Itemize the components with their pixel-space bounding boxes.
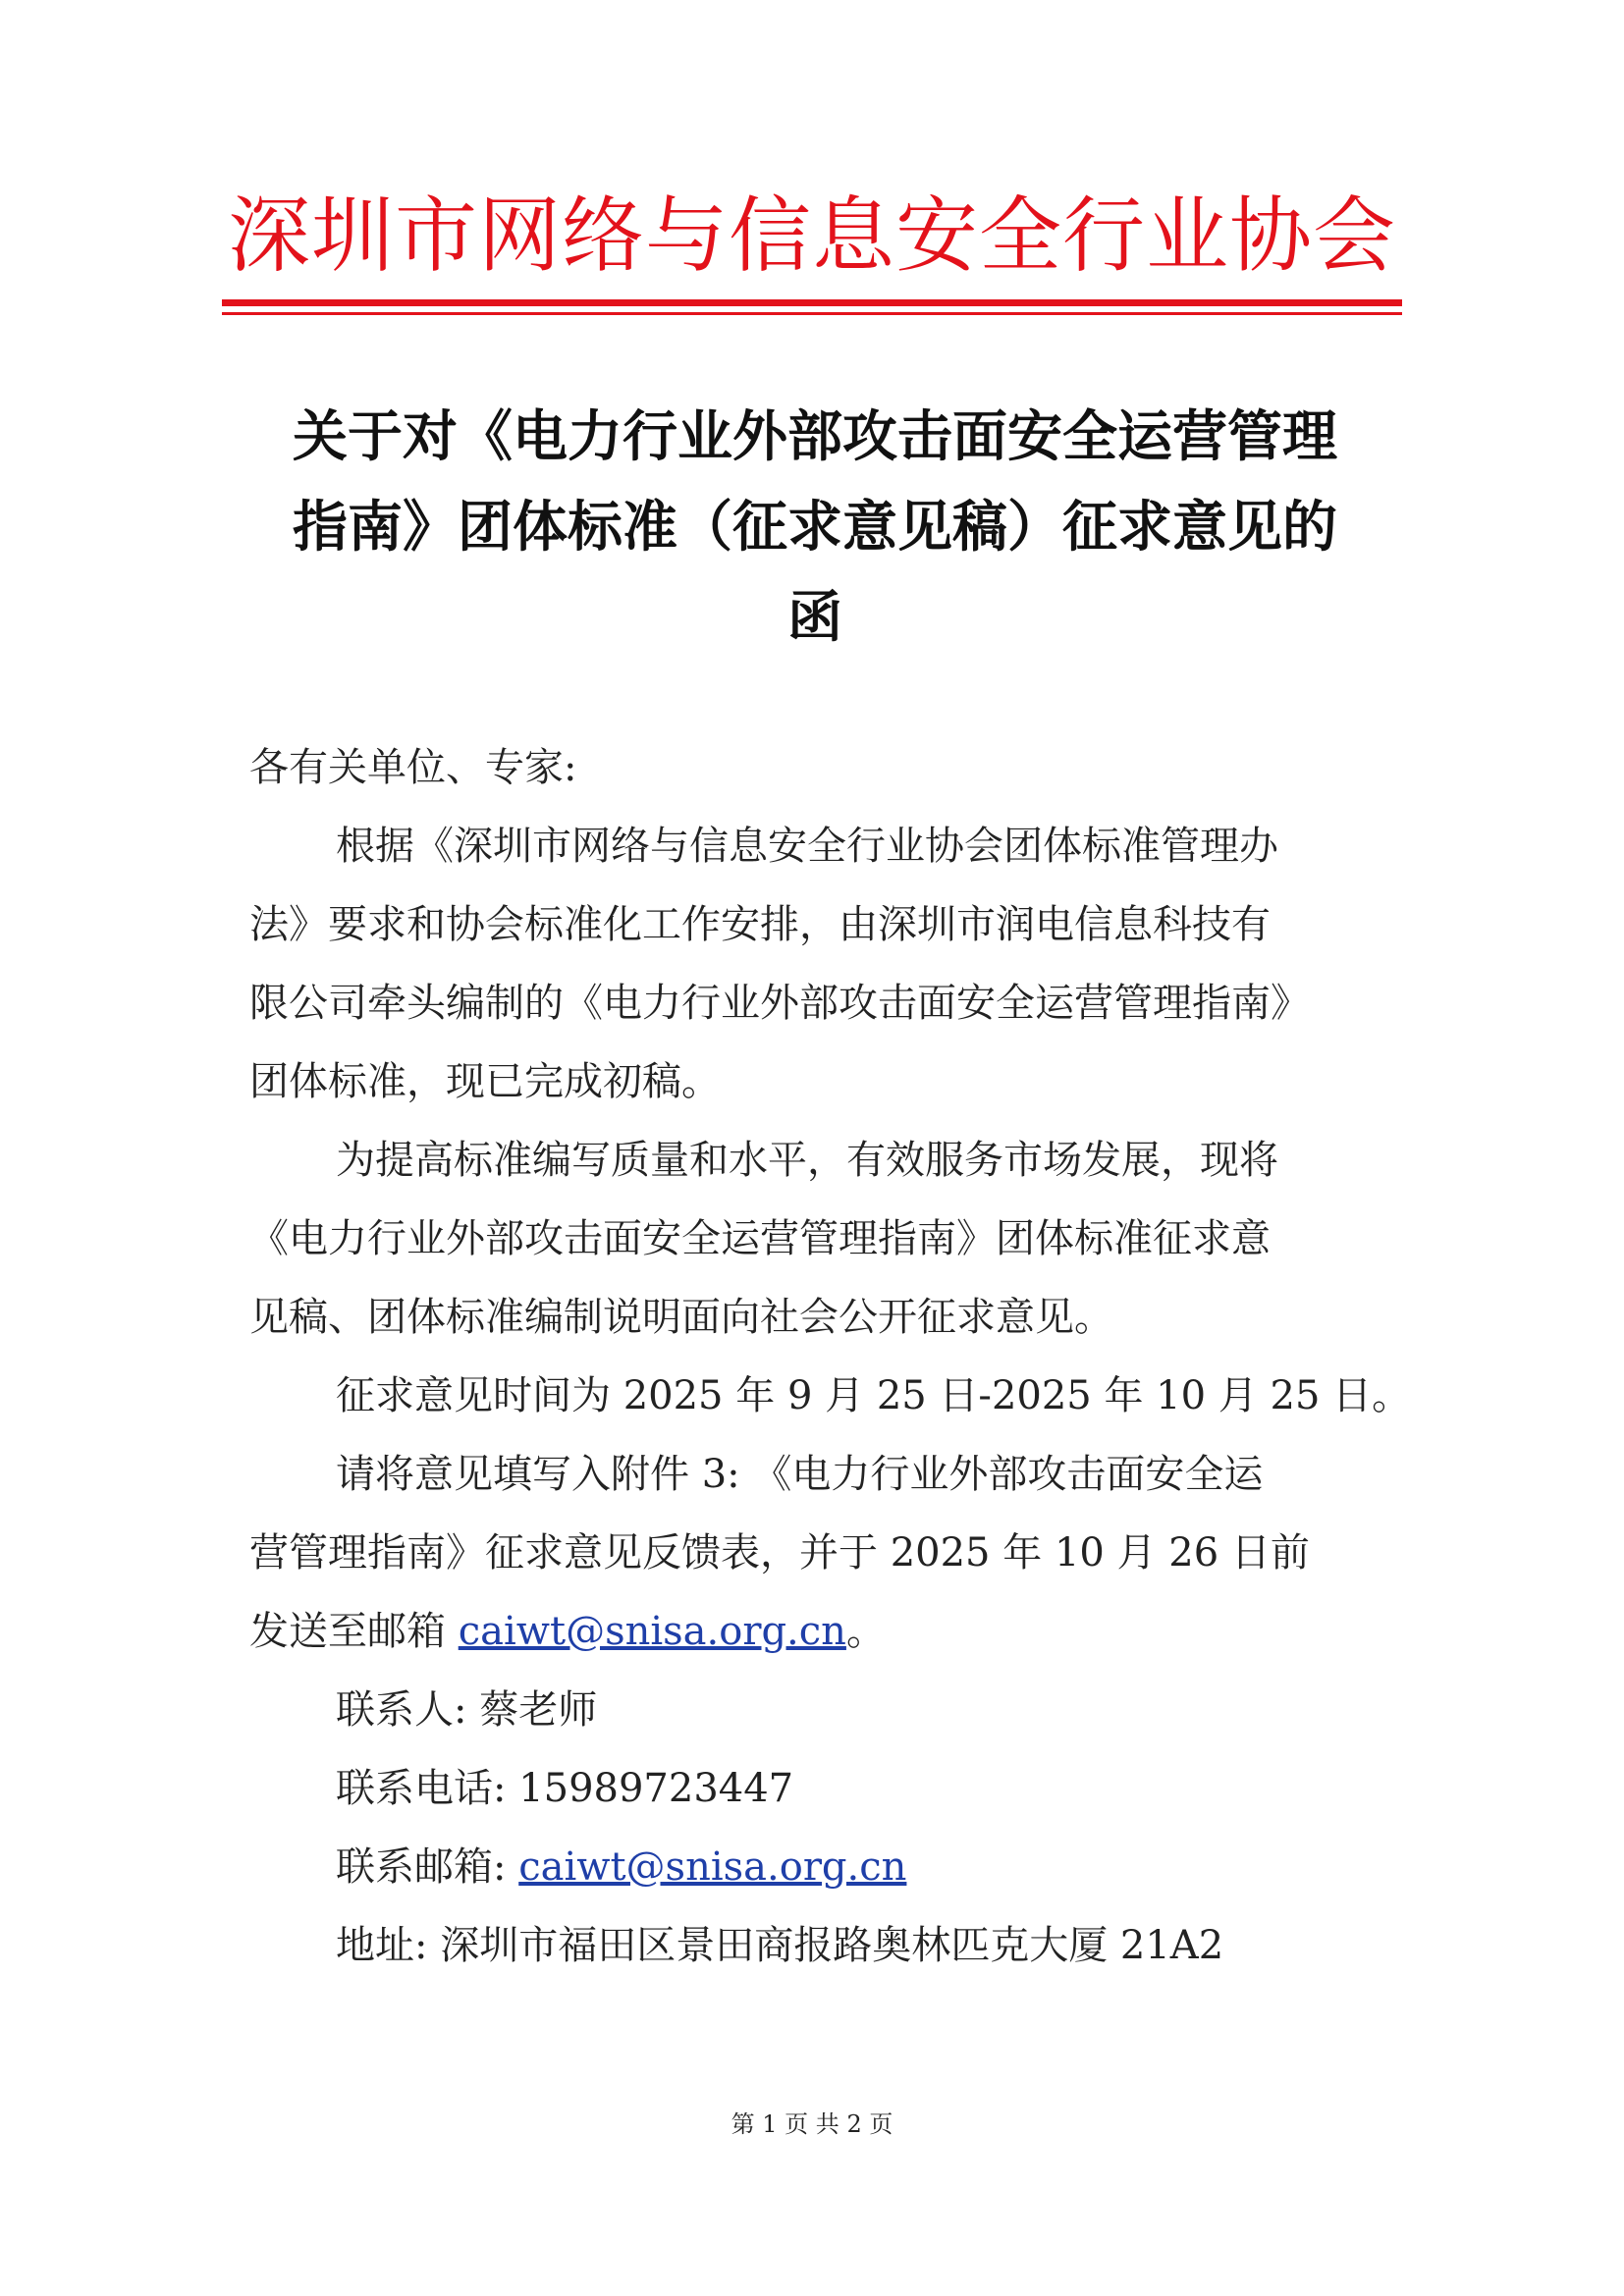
header-rule-thin: [222, 312, 1402, 315]
header-rule-thick: [222, 299, 1402, 306]
title-line-2: 指南》团体标准（征求意见稿）征求意见的: [293, 496, 1337, 560]
contact-email-label: 联系邮箱:: [336, 1844, 519, 1890]
title-line-1: 关于对《电力行业外部攻击面安全运营管理: [293, 405, 1337, 469]
paragraph-1-line-3: 限公司牵头编制的《电力行业外部攻击面安全运营管理指南》: [249, 981, 1310, 1026]
paragraph-1-line-1: 根据《深圳市网络与信息安全行业协会团体标准管理办: [336, 824, 1278, 869]
paragraph-2-line-2: 《电力行业外部攻击面安全运营管理指南》团体标准征求意: [249, 1216, 1271, 1261]
salutation: 各有关单位、专家:: [249, 745, 577, 790]
paragraph-4-line-3: [249, 1592, 1388, 1671]
feedback-email-link[interactable]: caiwt@snisa.org.cn: [458, 1609, 846, 1654]
document-title: [245, 393, 1384, 664]
paragraph-1-line-2: 法》要求和协会标准化工作安排，由深圳市润电信息科技有: [249, 902, 1271, 947]
paragraph-2-line-3: 见稿、团体标准编制说明面向社会公开征求意见。: [249, 1295, 1113, 1340]
paragraph-3: 征求意见时间为 2025 年 9 月 25 日-2025 年 10 月 25 日。: [336, 1373, 1412, 1418]
contact-person: 联系人: 蔡老师: [336, 1687, 598, 1733]
paragraph-4-line-2: 营管理指南》征求意见反馈表，并于 2025 年 10 月 26 日前: [249, 1530, 1310, 1575]
contact-phone: 联系电话: 15989723447: [336, 1766, 794, 1811]
document-body: [249, 728, 1412, 1985]
org-header: 深圳市网络与信息安全行业协会: [227, 187, 1396, 284]
page-footer: 第 1 页 共 2 页: [731, 2110, 893, 2138]
paragraph-1-line-4: 团体标准，现已完成初稿。: [249, 1059, 721, 1104]
contact-address: 地址: 深圳市福田区景田商报路奥林匹克大厦 21A2: [336, 1923, 1224, 1968]
send-to-suffix: 。: [845, 1609, 886, 1654]
contact-email: [249, 1828, 1388, 1906]
paragraph-4-line-1: 请将意见填写入附件 3: 《电力行业外部攻击面安全运: [336, 1452, 1264, 1497]
paragraph-2-line-1: 为提高标准编写质量和水平，有效服务市场发展，现将: [336, 1138, 1278, 1183]
contact-email-link[interactable]: caiwt@snisa.org.cn: [518, 1844, 907, 1890]
send-to-label: 发送至邮箱: [249, 1609, 459, 1654]
title-line-3: 函: [787, 586, 842, 650]
